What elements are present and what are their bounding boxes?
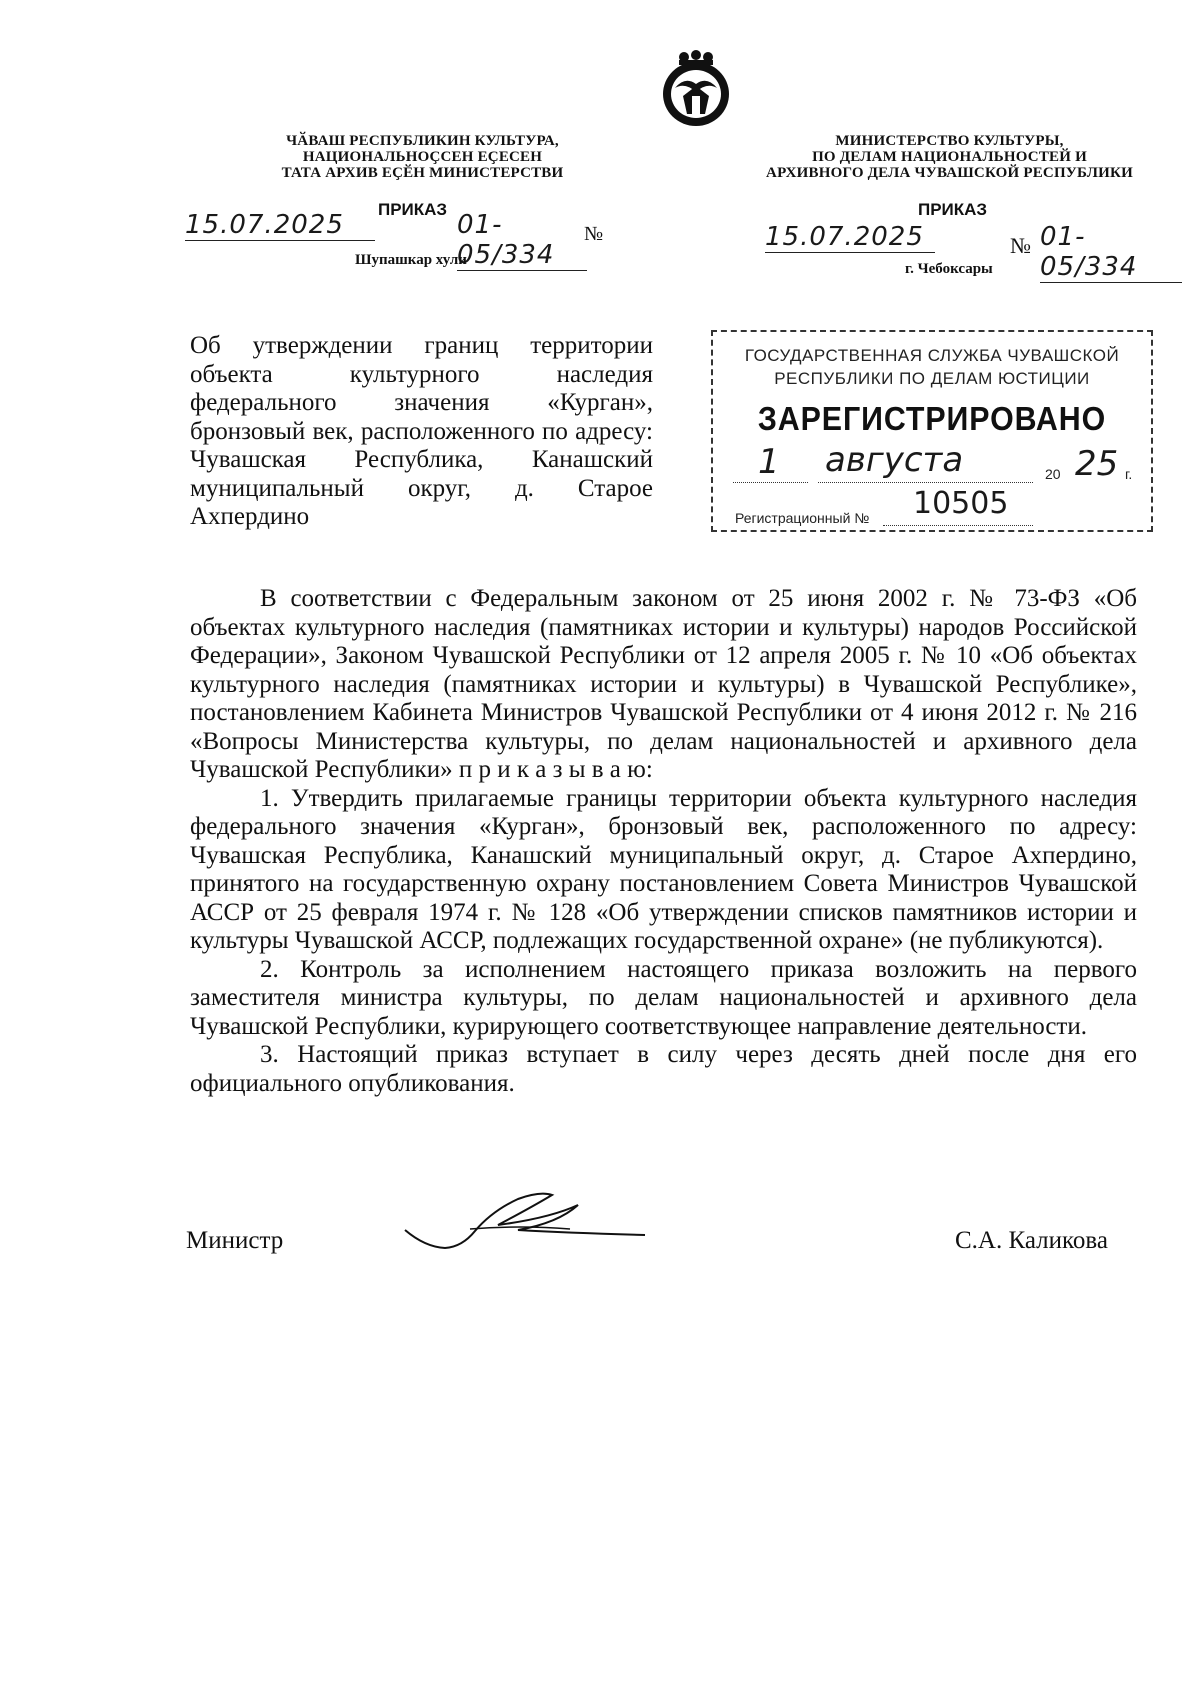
coat-of-arms-emblem	[655, 48, 737, 128]
stamp-year-prefix: 20	[1045, 466, 1061, 482]
registration-stamp	[711, 330, 1153, 532]
header-right-line: МИНИСТЕРСТВО КУЛЬТУРЫ,	[835, 133, 1064, 149]
stamp-reg-line	[883, 525, 1033, 526]
header-right	[752, 133, 1147, 181]
right-date: 15.07.2025	[765, 222, 935, 253]
stamp-year-g: г.	[1125, 466, 1133, 482]
item-1-paragraph: 1. Утвердить прилагаемые границы территории объекта культурного наследия федерального значения «Курган», бронзовый век, расположенного по адресу: Чувашская Республика, Канашский муниципальный округ, д. Старое Ахпердино, принятого на государственную охрану постановлением Совета Министров Чувашской АССР от 25 февраля 1974 г. № 128 «Об утверждении списков памятников истории и культуры Чувашской АССР, подлежащих государственной охране» (не публикуются).	[190, 784, 1137, 954]
left-number-sign: №	[584, 223, 604, 245]
handwritten-signature	[400, 1185, 660, 1255]
item-2-paragraph: 2. Контроль за исполнением настоящего приказа возложить на первого заместителя министра культуры, по делам национальностей и архивного дела Чувашской Республики, курирующего соответствующее направление деятельности.	[190, 955, 1137, 1040]
left-date: 15.07.2025	[185, 210, 375, 241]
stamp-day-line	[733, 482, 808, 483]
stamp-year: 25	[1075, 444, 1119, 484]
item-3-paragraph: 3. Настоящий приказ вступает в силу через десять дней после дня его официального опубликования.	[190, 1041, 1137, 1097]
header-right-line: АРХИВНОГО ДЕЛА ЧУВАШСКОЙ РЕСПУБЛИКИ	[766, 165, 1133, 181]
preamble-paragraph: В соответствии с Федеральным законом от 25 июня 2002 г. № 73-ФЗ «Об объектах культурного наследия (памятниках истории и культуры) народов Российской Федерации», Законом Чувашской Республики от 12 апреля 2005 г. № 10 «Об объектах культурного наследия (памятниках истории и культуры) в Чувашской Республике», постановлением Кабинета Министров Чувашской Республики от 4 июня 2012 г. № 216 «Вопросы Министерства культуры, по делам национальностей и архивного дела Чувашской Республики» п р и к а з ы в а ю:	[190, 585, 1137, 783]
stamp-line1: ГОСУДАРСТВЕННАЯ СЛУЖБА ЧУВАШСКОЙ	[744, 346, 1120, 365]
stamp-registered: ЗАРЕГИСТРИРОВАНО	[757, 400, 1107, 437]
stamp-line2: РЕСПУБЛИКИ ПО ДЕЛАМ ЮСТИЦИИ	[774, 369, 1090, 388]
left-city: Шупашкар хули	[355, 252, 467, 268]
right-city: г. Чебоксары	[905, 261, 993, 277]
stamp-day: 1	[758, 442, 780, 482]
right-prikaz-label: ПРИКАЗ	[918, 200, 988, 219]
header-right-line: ПО ДЕЛАМ НАЦИОНАЛЬНОСТЕЙ И	[812, 149, 1087, 165]
header-left	[255, 133, 590, 181]
stamp-reg-number: 10505	[913, 486, 1009, 521]
stamp-reg-label: Регистрационный №	[735, 510, 870, 526]
header-left-line: НАЦИОНАЛЬНОҪСЕН ЕҪЕСЕН	[302, 149, 543, 165]
header-left-line: ЧӐВАШ РЕСПУБЛИКИН КУЛЬТУРА,	[286, 133, 559, 149]
left-prikaz-label: ПРИКАЗ	[378, 200, 448, 219]
document-body	[190, 585, 1137, 1098]
right-number-sign: №	[1010, 233, 1031, 258]
signature-position: Министр	[186, 1227, 284, 1254]
stamp-month-line	[818, 482, 1033, 483]
signature-name: С.А. Каликова	[955, 1227, 1108, 1254]
right-number: 01-05/334	[1040, 222, 1182, 283]
document-title: Об утверждении границ территории объекта культурного наследия федерального значения «Курган», бронзовый век, расположенного по адресу: Чувашская Республика, Канашский муниципальный округ, д. Старое Ахпердино	[190, 332, 653, 530]
stamp-month: августа	[825, 440, 964, 480]
left-number: 01-05/334	[457, 210, 587, 271]
header-left-line: ТАТА АРХИВ ЕҪӖН МИНИСТЕРСТВИ	[281, 165, 564, 181]
